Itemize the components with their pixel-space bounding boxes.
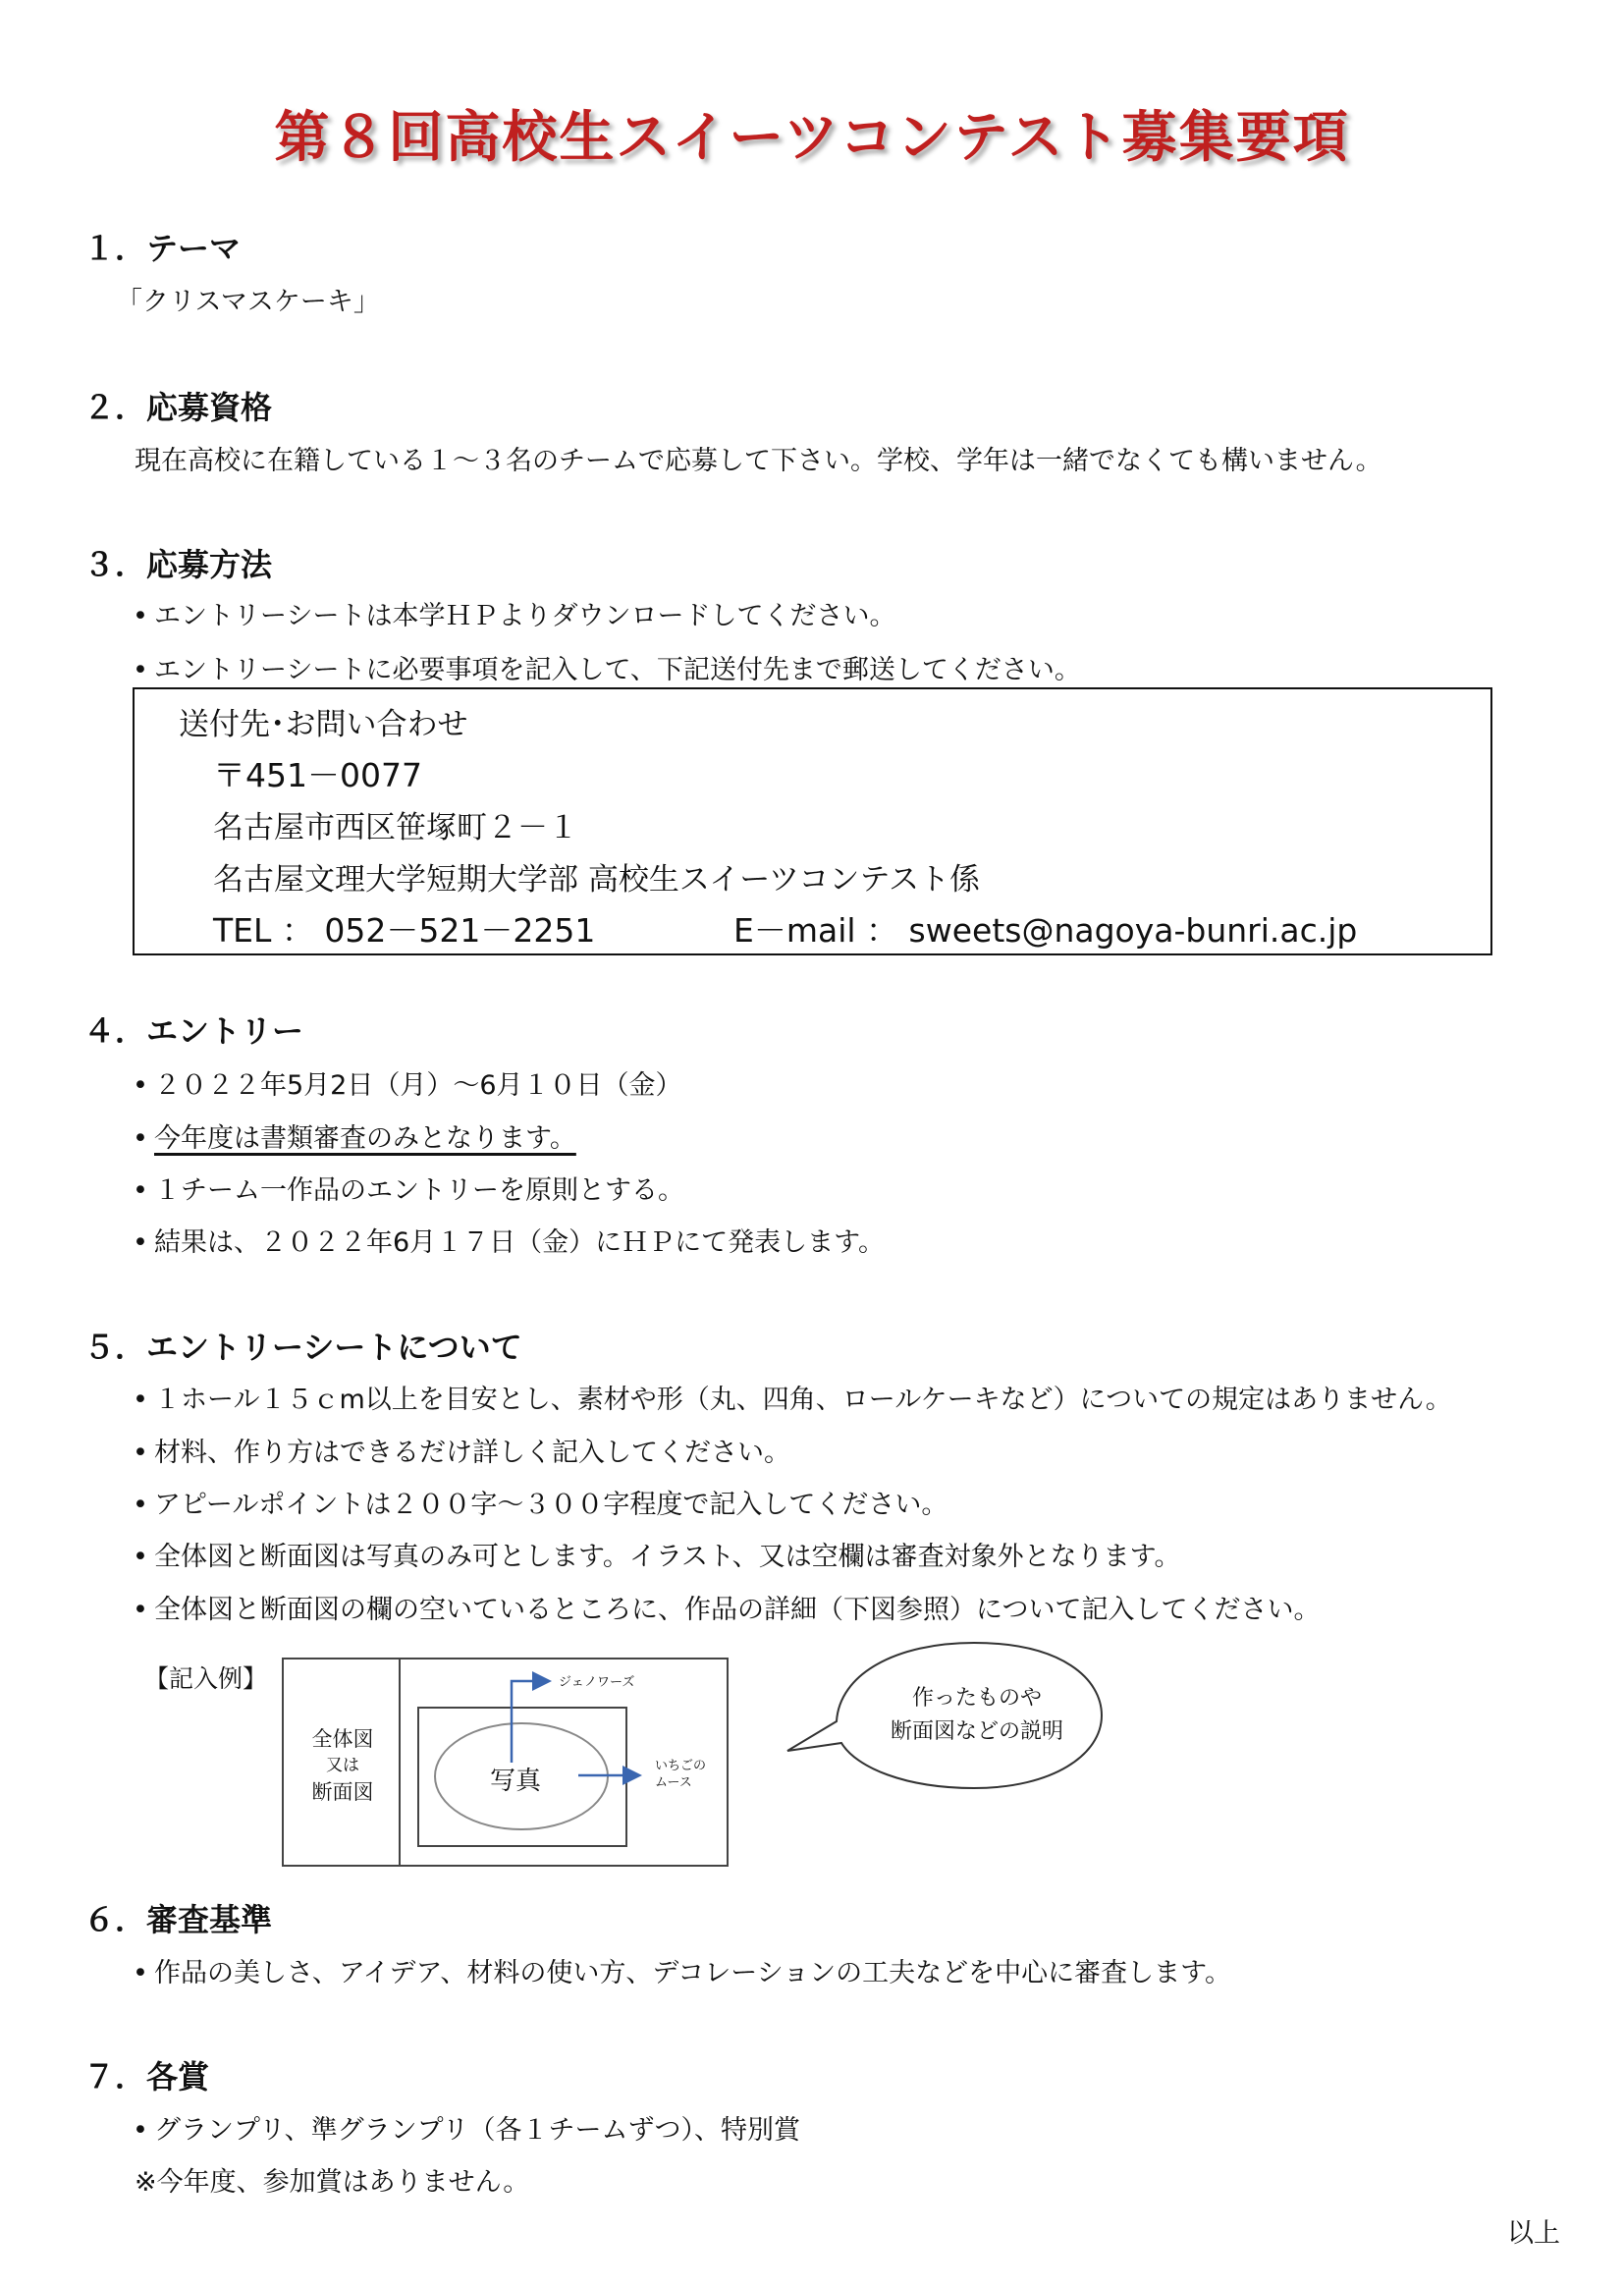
example-label: 【記入例】: [144, 1664, 268, 1693]
list-item: • 作品の美しさ、アイデア、材料の使い方、デコレーションの工夫などを中心に審査します。: [133, 1958, 1232, 1988]
list-item: • グランプリ、準グランプリ（各１チームずつ）、特別賞: [133, 2115, 800, 2146]
list-item: • エントリーシートは本学ＨＰよりダウンロードしてください。: [133, 601, 896, 631]
contact-address: 名古屋市西区笹塚町２－１: [213, 810, 578, 845]
contact-org: 名古屋文理大学短期大学部 高校生スイーツコンテスト係: [213, 862, 981, 898]
section-heading-application-method: ３．応募方法: [83, 546, 273, 583]
section-heading-eligibility: ２．応募資格: [83, 389, 273, 426]
page-title: 第８回高校生スイーツコンテスト募集要項: [274, 106, 1350, 170]
list-item: • ２０２２年5月2日（月）～6月１０日（金）: [133, 1070, 682, 1101]
arrow-right-label: いちごの ムース: [655, 1759, 707, 1790]
photo-label: 写真: [490, 1767, 542, 1796]
contact-box: [133, 687, 1492, 955]
closing-text: 以上: [1507, 2218, 1560, 2249]
list-item: • エントリーシートに必要事項を記入して、下記送付先まで郵送してください。: [133, 655, 1081, 685]
arrow-top-icon: [512, 1681, 547, 1763]
arrow-top-label: ジェノワーズ: [559, 1675, 635, 1690]
awards-note: ※今年度、参加賞はありません。: [135, 2167, 530, 2198]
section-heading-entry: ４．エントリー: [83, 1012, 304, 1050]
contact-tel: TEL ： 052－521－2251: [213, 911, 596, 950]
list-item: • 今年度は書類審査のみとなります。: [133, 1123, 576, 1154]
list-item: • アピールポイントは２００字～３００字程度で記入してください。: [133, 1490, 948, 1520]
contact-postal: 〒451－0077: [213, 756, 422, 794]
section-heading-entry-sheet: ５．エントリーシートについて: [83, 1329, 522, 1366]
list-item: • 材料、作り方はできるだけ詳しく記入してください。: [133, 1438, 790, 1468]
contact-label: 送付先･お問い合わせ: [179, 707, 468, 742]
list-item: • １ホール１５ｃm以上を目安とし、素材や形（丸、四角、ロールケーキなど）についての規定はありません。: [133, 1385, 1452, 1415]
section-heading-criteria: ６．審査基準: [83, 1901, 273, 1938]
eligibility-text: 現在高校に在籍している１～３名のチームで応募して下さい。学校、学年は一緒でなくても構いません。: [135, 446, 1382, 476]
list-item: • 全体図と断面図の欄の空いているところに、作品の詳細（下図参照）について記入してください。: [133, 1595, 1321, 1625]
section-heading-theme: １．テーマ: [83, 230, 242, 267]
bubble-text: 作ったものや 断面図などの説明: [890, 1686, 1063, 1744]
diagram-side-label: 全体図 又は 断面図: [311, 1727, 374, 1804]
list-item: • 全体図と断面図は写真のみ可とします。イラスト、又は空欄は審査対象外となります。: [133, 1542, 1181, 1572]
contact-email[interactable]: E－mail ： sweets@nagoya-bunri.ac.jp: [733, 911, 1358, 950]
speech-bubble: [738, 1635, 1111, 1797]
section-heading-awards: ７．各賞: [83, 2058, 210, 2095]
theme-text: 「クリスマスケーキ」: [116, 287, 380, 317]
list-item: • 結果は、２０２２年6月１７日（金）にＨＰにて発表します。: [133, 1227, 886, 1258]
list-item: • １チーム一作品のエントリーを原則とする。: [133, 1175, 684, 1206]
example-diagram: [282, 1658, 729, 1867]
underlined-notice: 今年度は書類審査のみとなります。: [154, 1123, 576, 1154]
